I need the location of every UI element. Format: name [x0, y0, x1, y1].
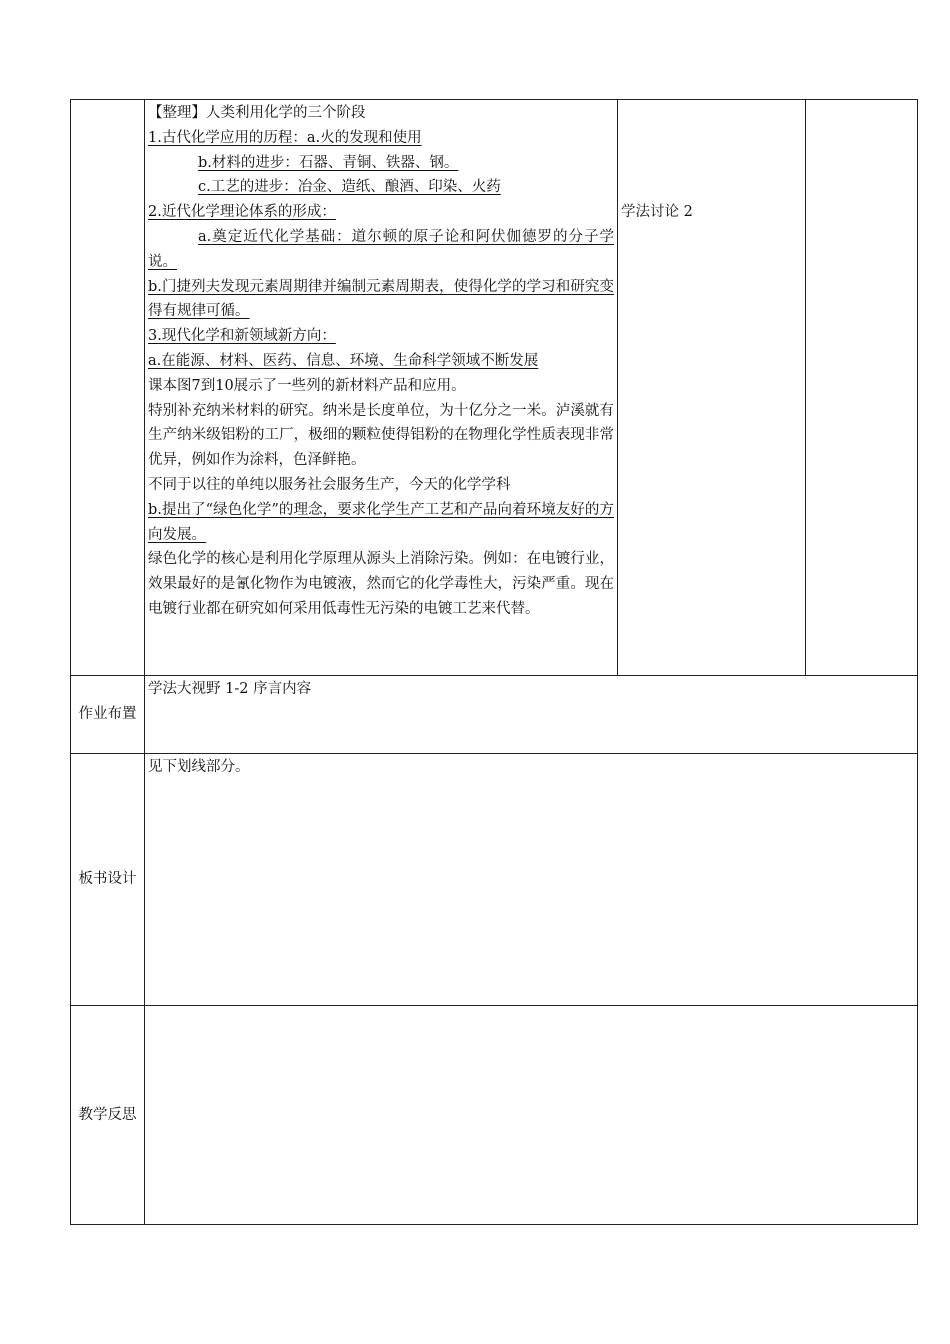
chemistry-discipline-line: 不同于以往的单纯以服务社会服务生产，今天的化学学科	[148, 476, 511, 493]
homework-label: 作业布置	[71, 676, 145, 754]
atomic-theory-paragraph: a.奠定近代化学基础：道尔顿的原子论和阿伏伽德罗的分子学说。	[148, 228, 614, 270]
process-content-cell	[145, 100, 618, 676]
fields-line: a.在能源、材料、医药、信息、环境、生命科学领域不断发展	[148, 352, 539, 369]
reflection-row	[71, 1006, 918, 1225]
board-design-label: 板书设计	[71, 754, 145, 1006]
periodic-law-paragraph: b.门捷列夫发现元素周期律并编制元素周期表，使得化学的学习和研究变得有规律可循。	[148, 278, 614, 320]
board-design-content: 见下划线部分。	[145, 754, 918, 1006]
section-heading: 【整理】人类利用化学的三个阶段	[148, 105, 366, 121]
lesson-plan-table	[70, 99, 918, 1225]
craft-progress-line: c.工艺的进步：冶金、造纸、酿酒、印染、火药	[198, 179, 501, 196]
materials-progress-line: b.材料的进步：石器、青铜、铁器、钢。	[198, 154, 459, 171]
method-cell: 学法讨论 2	[618, 100, 806, 676]
textbook-figures-line: 课本图7到10展示了一些列的新材料产品和应用。	[148, 377, 466, 394]
green-chemistry-paragraph: b.提出了“绿色化学”的理念，要求化学生产工艺和产品向着环境友好的方向发展。	[148, 501, 614, 543]
reflection-content	[145, 1006, 918, 1225]
modern-theory-heading: 2.近代化学理论体系的形成：	[148, 204, 336, 221]
homework-row	[71, 676, 918, 754]
nano-materials-paragraph: 特别补充纳米材料的研究。纳米是长度单位，为十亿分之一米。泸溪就有生产纳米级铝粉的工厂，极细的颗粒使得铝粉的在物理化学性质表现非常优异，例如作为涂料，色泽鲜艳。	[148, 402, 614, 469]
process-row	[71, 100, 918, 676]
ancient-stage-line: 1.古代化学应用的历程：a.火的发现和使用	[148, 129, 422, 146]
process-label-cell	[71, 100, 145, 676]
lesson-plan-sheet	[70, 99, 917, 1225]
homework-content: 学法大视野 1-2 序言内容	[145, 676, 918, 754]
green-chemistry-core-paragraph: 绿色化学的核心是利用化学原理从源头上消除污染。例如：在电镀行业，效果最好的是氰化物作为电镀液，然而它的化学毒性大，污染严重。现在电镀行业都在研究如何采用低毒性无污染的电镀工艺来代替。	[148, 551, 614, 617]
reflection-label: 教学反思	[71, 1006, 145, 1225]
contemporary-heading: 3.现代化学和新领域新方向：	[148, 328, 336, 345]
board-design-row	[71, 754, 918, 1006]
extra-cell	[806, 100, 918, 676]
